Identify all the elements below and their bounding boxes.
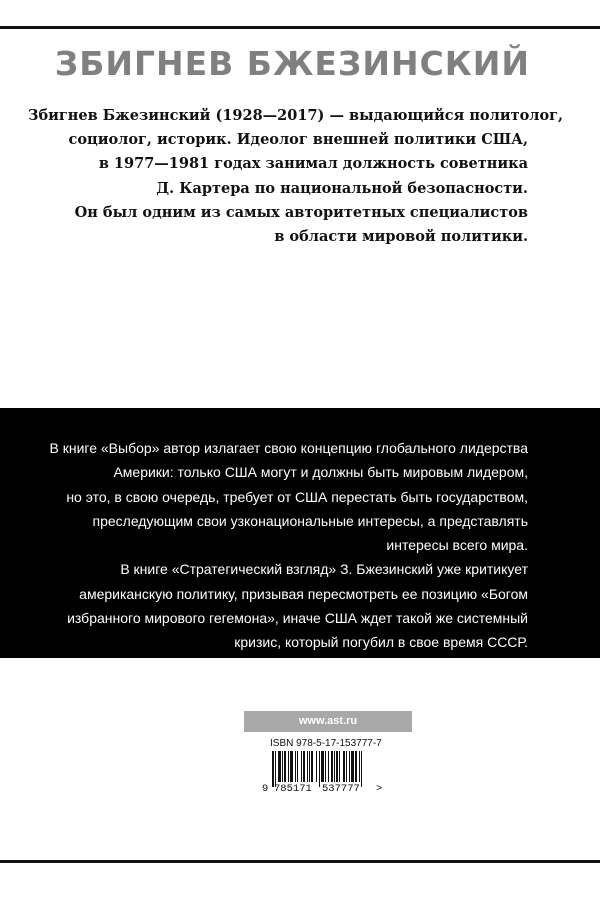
annotation-line: Америки: только США могут и должны быть мировым лидером, bbox=[113, 464, 528, 481]
bio-line: Д. Картера по национальной безопасности. bbox=[156, 179, 528, 197]
barcode-bar bbox=[297, 751, 298, 782]
top-rule bbox=[0, 26, 600, 29]
barcode-bar bbox=[301, 751, 302, 782]
publisher-url-bar bbox=[244, 711, 412, 732]
annotation-line: В книге «Стратегический взгляд» З. Бжезинский уже критикует bbox=[120, 561, 528, 578]
barcode-bar bbox=[278, 751, 281, 782]
barcode-bar bbox=[311, 751, 313, 782]
annotation-line: В книге «Выбор» автор излагает свою концепцию глобального лидерства bbox=[49, 440, 528, 456]
barcode-bar bbox=[316, 751, 317, 782]
barcode-bar bbox=[359, 751, 360, 782]
barcode-bar bbox=[307, 751, 308, 782]
barcode-bar bbox=[336, 751, 338, 782]
barcode-digits-left: 785171 bbox=[274, 783, 312, 795]
bio-line: Збигнев Бжезинский (1928—2017) — выдающийся политолог, bbox=[28, 107, 564, 124]
annotation-band bbox=[0, 408, 600, 658]
annotation-line: кризис, который погубил в свое время СССР. bbox=[234, 634, 528, 651]
barcode-bar bbox=[351, 751, 354, 782]
isbn-label: ISBN 978-5-17-153777-7 bbox=[270, 738, 382, 749]
annotation-line: избранного мирового гегемона», иначе США ждет такой же системный bbox=[67, 610, 528, 627]
barcode-bar bbox=[339, 751, 340, 782]
barcode-bar bbox=[325, 751, 326, 782]
barcode-bar bbox=[361, 751, 362, 787]
author-name: ЗБИГНЕВ БЖЕЗИНСКИЙ bbox=[54, 44, 530, 83]
barcode-bar bbox=[319, 751, 320, 787]
barcode-bar bbox=[331, 751, 333, 782]
bio-line: социолог, историк. Идеолог внешней политики США, bbox=[68, 131, 528, 149]
annotation-text bbox=[8, 436, 528, 655]
annotation-line: но это, в свою очередь, требует от США перестать быть государством, bbox=[66, 488, 528, 505]
bio-line: Он был одним из самых авторитетных специалистов bbox=[74, 203, 528, 221]
publisher-url: www.ast.ru bbox=[298, 715, 358, 727]
barcode-bar bbox=[349, 751, 350, 782]
annotation-line: преследующим свои узконациональные интересы, а представлять bbox=[92, 512, 528, 529]
isbn-barcode bbox=[262, 738, 392, 798]
barcode-bar bbox=[303, 751, 305, 782]
bio-line: в области мировой политики. bbox=[274, 228, 528, 246]
barcode-bar bbox=[346, 751, 347, 782]
author-bio bbox=[28, 104, 564, 249]
annotation-line: американскую политику, призывая пересмотреть ее позицию «Богом bbox=[79, 585, 528, 602]
barcode-bar bbox=[328, 751, 329, 782]
barcode-bar bbox=[275, 751, 276, 787]
barcode-digits-right: 537777 bbox=[322, 783, 360, 795]
barcode-bar bbox=[284, 751, 286, 782]
barcode-bar bbox=[321, 751, 324, 782]
barcode-digits bbox=[262, 783, 392, 797]
annotation-line: интересы всего мира. bbox=[386, 537, 528, 554]
barcode-bar bbox=[295, 751, 296, 782]
barcode-bar bbox=[290, 751, 293, 782]
barcode-bar bbox=[309, 751, 310, 782]
barcode-bar bbox=[343, 751, 345, 782]
barcode-digit-first: 9 bbox=[262, 783, 269, 795]
barcode-bars bbox=[262, 751, 392, 787]
bio-line: в 1977—1981 годах занимал должность советника bbox=[98, 155, 528, 173]
barcode-bar bbox=[355, 751, 357, 782]
barcode-bar bbox=[288, 751, 289, 782]
barcode-quiet-mark: > bbox=[376, 783, 383, 795]
barcode-bar bbox=[282, 751, 283, 782]
bottom-rule bbox=[0, 860, 600, 863]
barcode-bar bbox=[272, 751, 274, 787]
barcode-bar bbox=[334, 751, 335, 782]
